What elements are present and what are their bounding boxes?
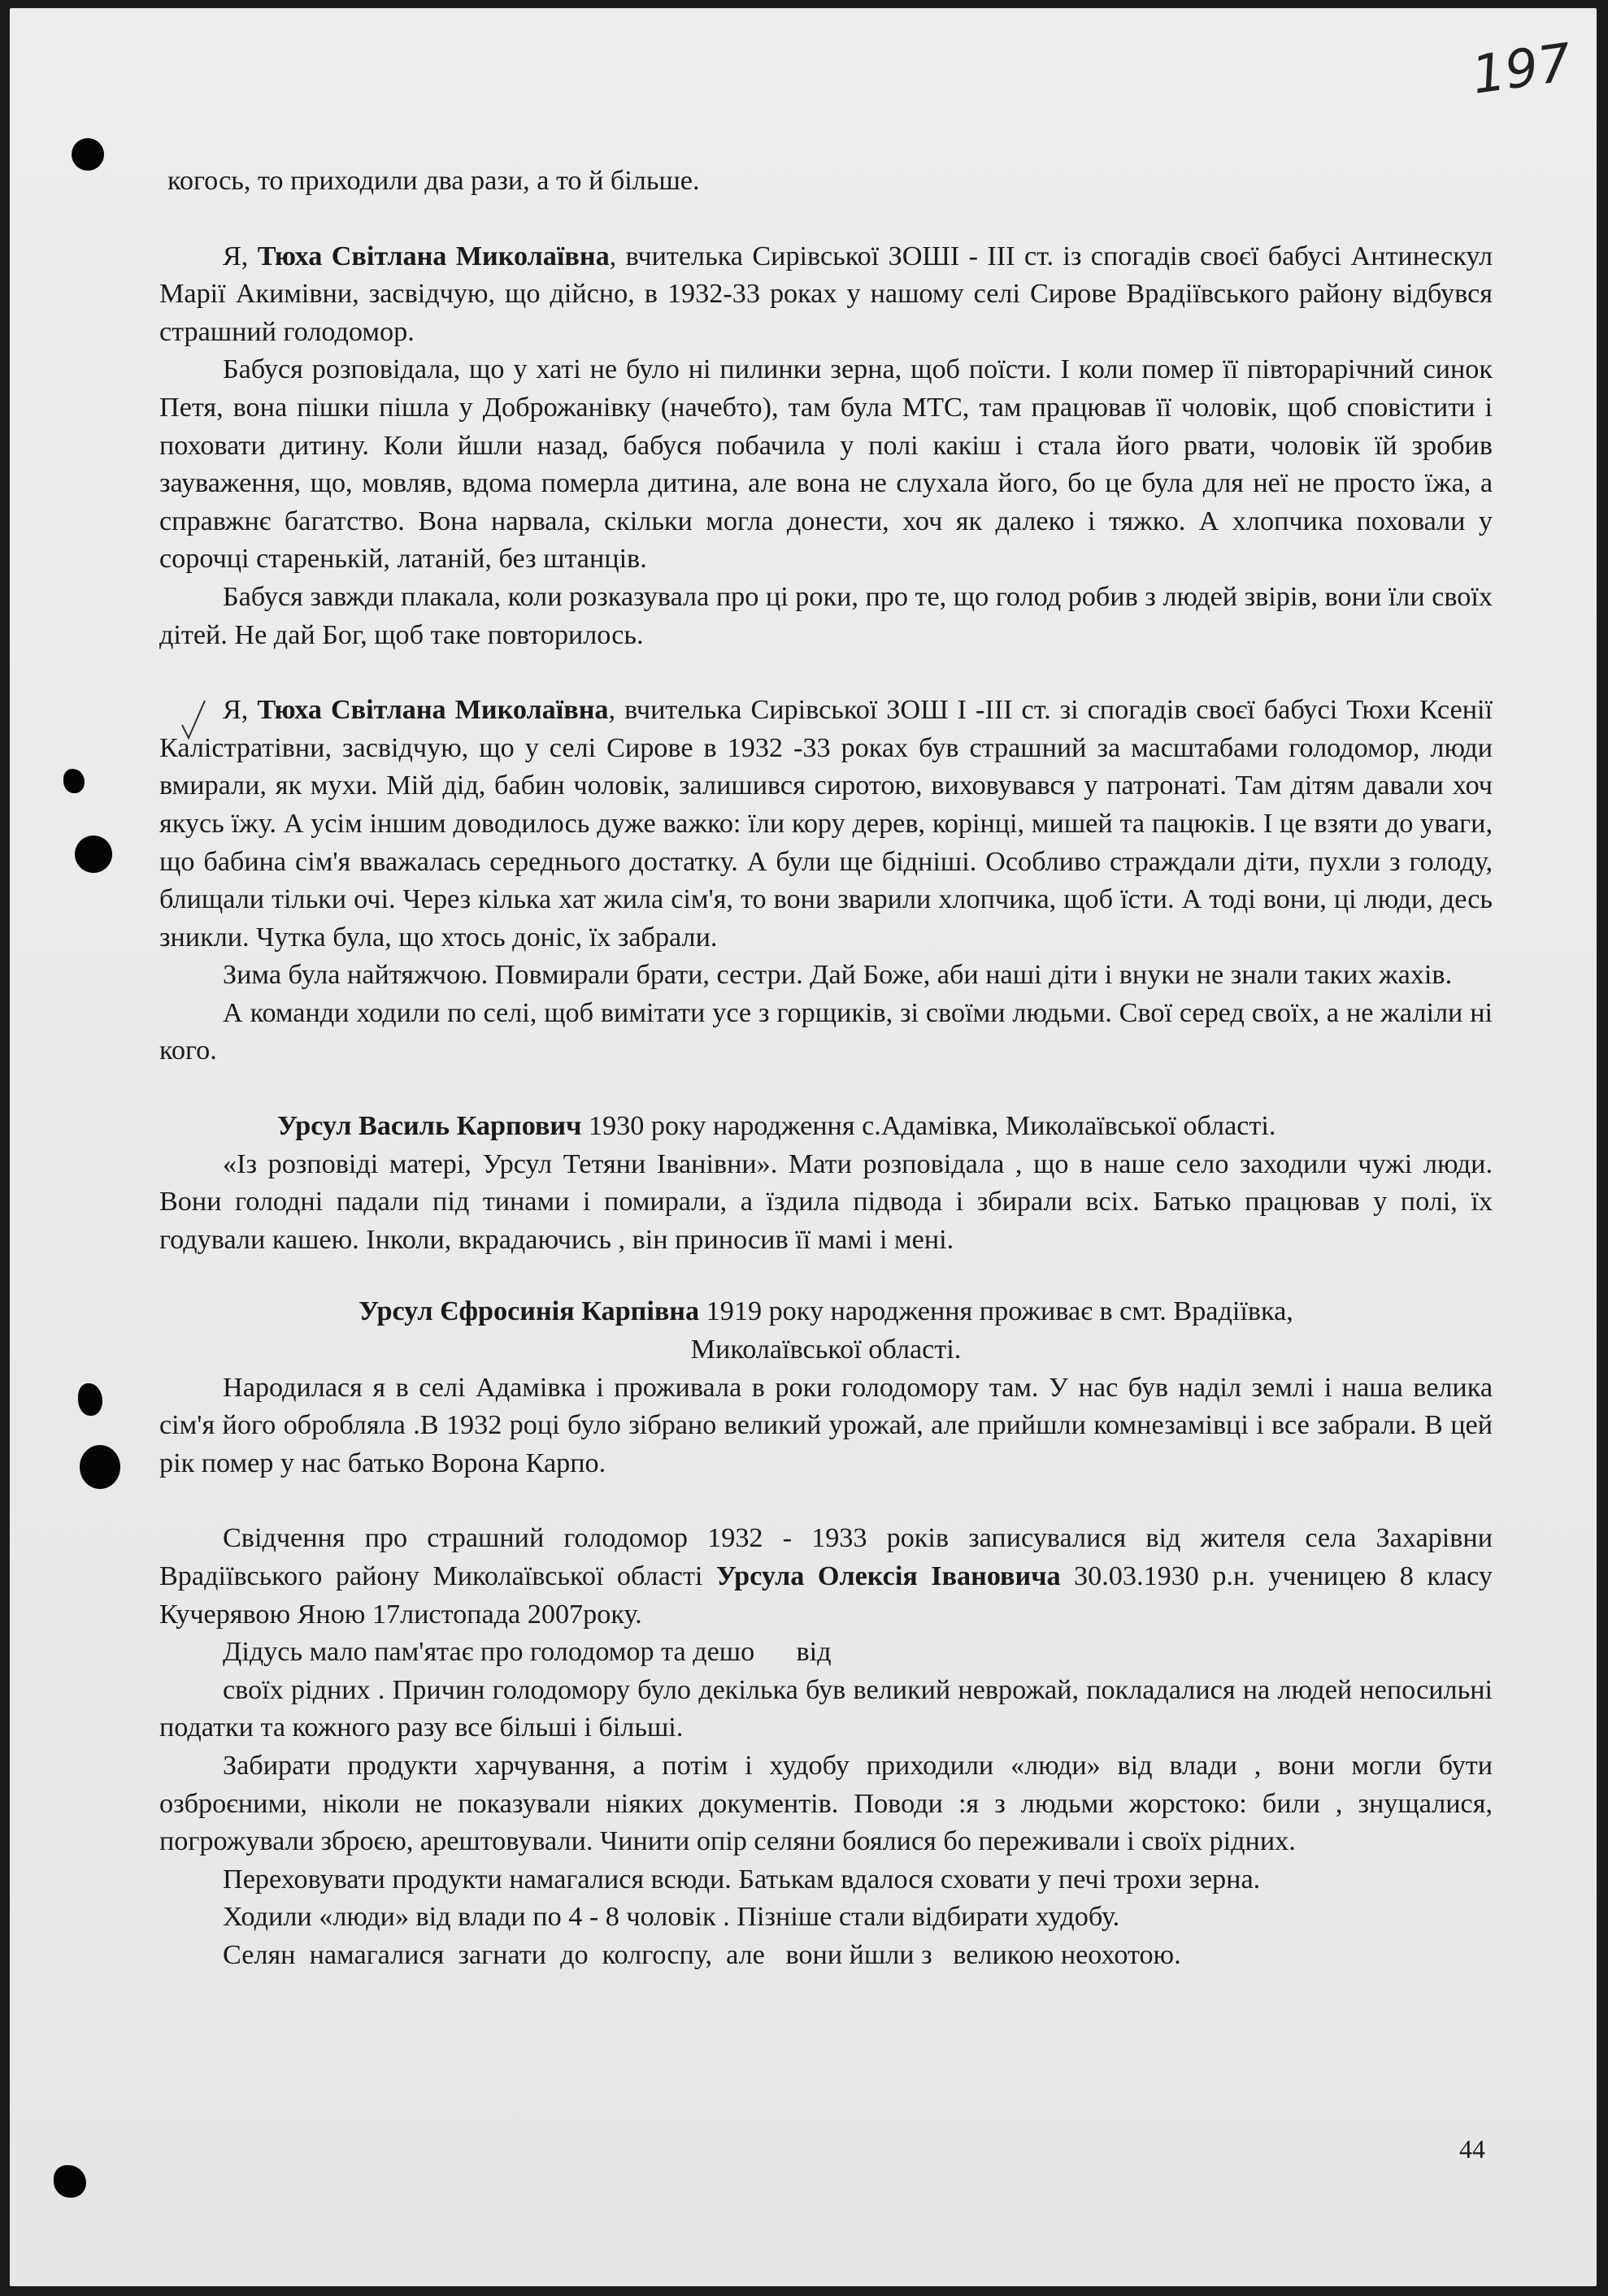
punch-hole: [54, 2165, 86, 2198]
punch-hole: [63, 769, 85, 793]
paragraph: Забирати продукти харчування, а потім і худобу приходили «люди» від влади , вони могли бути озброєними, ніколи не показували ніяких документів. Поводи :я з людьми жорстоко: били , знущалися, погрожували зброєю, арештовували. Чинити опір селяни боялися бо переживали і своїх рідних.: [159, 1750, 1493, 1857]
paragraph: Народилася я в селі Адамівка і проживала в роки голодомору там. У нас був наділ землі і наша велика сім'я його обробляла .В 1932 році було зібрано великий урожай, але прийшли комнезамівці і все забрали. В цей рік помер у нас батько Ворона Карпо.: [159, 1372, 1493, 1478]
testimony-3-heading: Урсул Василь Карпович 1930 року народження с.Адамівка, Миколаївської області.: [277, 1111, 1276, 1142]
witness-name: Урсул Василь Карпович: [277, 1111, 582, 1142]
witness-name: Урсула Олексія Івановича: [715, 1561, 1061, 1591]
testimony-4-heading-line2: Миколаївської області.: [690, 1335, 962, 1365]
witness-name: Тюха Світлана Миколаївна: [257, 695, 609, 726]
witness-name: Тюха Світлана Миколаївна: [257, 241, 610, 271]
punch-hole: [78, 1383, 102, 1416]
paragraph: Дідусь мало пам'ятає про голодомор та дешо від: [223, 1637, 832, 1668]
testimony-5: Свідчення про страшний голодомор 1932 - 1933 років записувалися від жителя села Захарівни Врадіївського району Миколаївської області Урсула Олексія Івановича 30.03.1930 р.н. ученицею 8 класу Кучерявою Яною 17листопада 2007року.: [159, 1523, 1493, 1630]
paragraph: своїх рідних . Причин голодомору було декілька був великий неврожай, покладалися на людей непосильні податки та кожного разу все більші і більші.: [159, 1674, 1493, 1743]
testimony-1: Я, Тюха Світлана Миколаївна, вчителька Сирівської ЗОШІ - ІІІ ст. із спогадів своєї бабусі Антинескул Марії Акимівни, засвідчую, що дійсно, в 1932-33 роках у нашому селі Сирове Врадіївського району відбувся страшний голодомор.: [159, 241, 1493, 347]
punch-hole: [72, 138, 104, 171]
punch-hole: [80, 1445, 120, 1489]
paragraph: когось, то приходили два рази, а то й більше.: [167, 166, 700, 196]
witness-name: Урсул Єфросинія Карпівна: [359, 1296, 700, 1327]
paragraph: Зима була найтяжчою. Повмирали брати, сестри. Дай Боже, аби наші діти і внуки не знали таких жахів.: [223, 960, 1453, 991]
paragraph: Бабуся завжди плакала, коли розказувала про ці роки, про те, що голод робив з людей звірів, вони їли своїх дітей. Не дай Бог, щоб таке повторилось.: [159, 581, 1493, 650]
page-number: 44: [1459, 2134, 1485, 2164]
paragraph: Бабуся розповідала, що у хаті не було ні пилинки зерна, щоб поїсти. І коли помер її півторарічний синок Петя, вона пішки пішла у Доброжанівку (начебто), там була МТС, там працював її чоловік, щоб сповістити і поховати дитину. Коли йшли назад, бабуся побачила у полі какіш і стала його рвати, чоловік їй зробив зауваження, що, мовляв, вдома померла дитина, але вона не слухала його, бо це була для неї не просто їжа, а справжнє багатство. Вона нарвала, скільки могла донести, хоч як далеко і тяжко. А хлопчика поховали у сорочці старенькій, латаній, без штанців.: [159, 354, 1493, 575]
testimony-2: Я, Тюха Світлана Миколаївна, вчителька Сирівської ЗОШ І -ІІІ ст. зі спогадів своєї бабусі Тюхи Ксенії Калістратівни, засвідчую, що у селі Сирове в 1932 -33 роках був страшний за масштабами голодомор, люди вмирали, як мухи. Мій дід, бабин чоловік, залишився сиротою, виховувався у патронаті. Там дітям давали хоч якусь їжу. А усім іншим доводилось дуже важко: їли кору дерев, корінці, мишей та пацюків. І це взяти до уваги, що бабина сім'я вважалась середнього достатку. А були ще бідніші. Особливо страждали діти, пухли з голоду, блищали тільки очі. Через кілька хат жила сім'я, то вони зварили хлопчика, щоб їсти. А тоді вони, ці люди, десь зникли. Чутка була, що хтось доніс, їх забрали.: [159, 695, 1493, 953]
paragraph: «Із розповіді матері, Урсул Тетяни Іванівни». Мати розповідала , що в наше село заходили чужі люди. Вони голодні падали під тинами і помирали, а їздила підвода і збирали всіх. Батько працював у полі, їх годували кашею. Інколи, вкрадаючись , він приносив її мамі і мені.: [159, 1148, 1493, 1255]
paragraph: Селян намагалися загнати до колгоспу, але вони йшли з великою неохотою.: [223, 1939, 1181, 1970]
testimony-4-heading: Урсул Єфросинія Карпівна 1919 року народження проживає в смт. Врадіївка,: [359, 1296, 1293, 1327]
paragraph: А команди ходили по селі, щоб вимітати усе з горщиків, зі своїми людьми. Свої серед своїх, а не жаліли ні кого.: [159, 997, 1493, 1066]
paragraph: Переховувати продукти намагалися всюди. Батькам вдалося сховати у печі трохи зерна.: [223, 1864, 1261, 1895]
paragraph: Ходили «люди» від влади по 4 - 8 чоловік . Пізніше стали відбирати худобу.: [223, 1902, 1120, 1933]
document-body: [159, 163, 1493, 1975]
punch-hole: [75, 836, 112, 873]
handwritten-folio-number: 197: [1468, 33, 1575, 106]
